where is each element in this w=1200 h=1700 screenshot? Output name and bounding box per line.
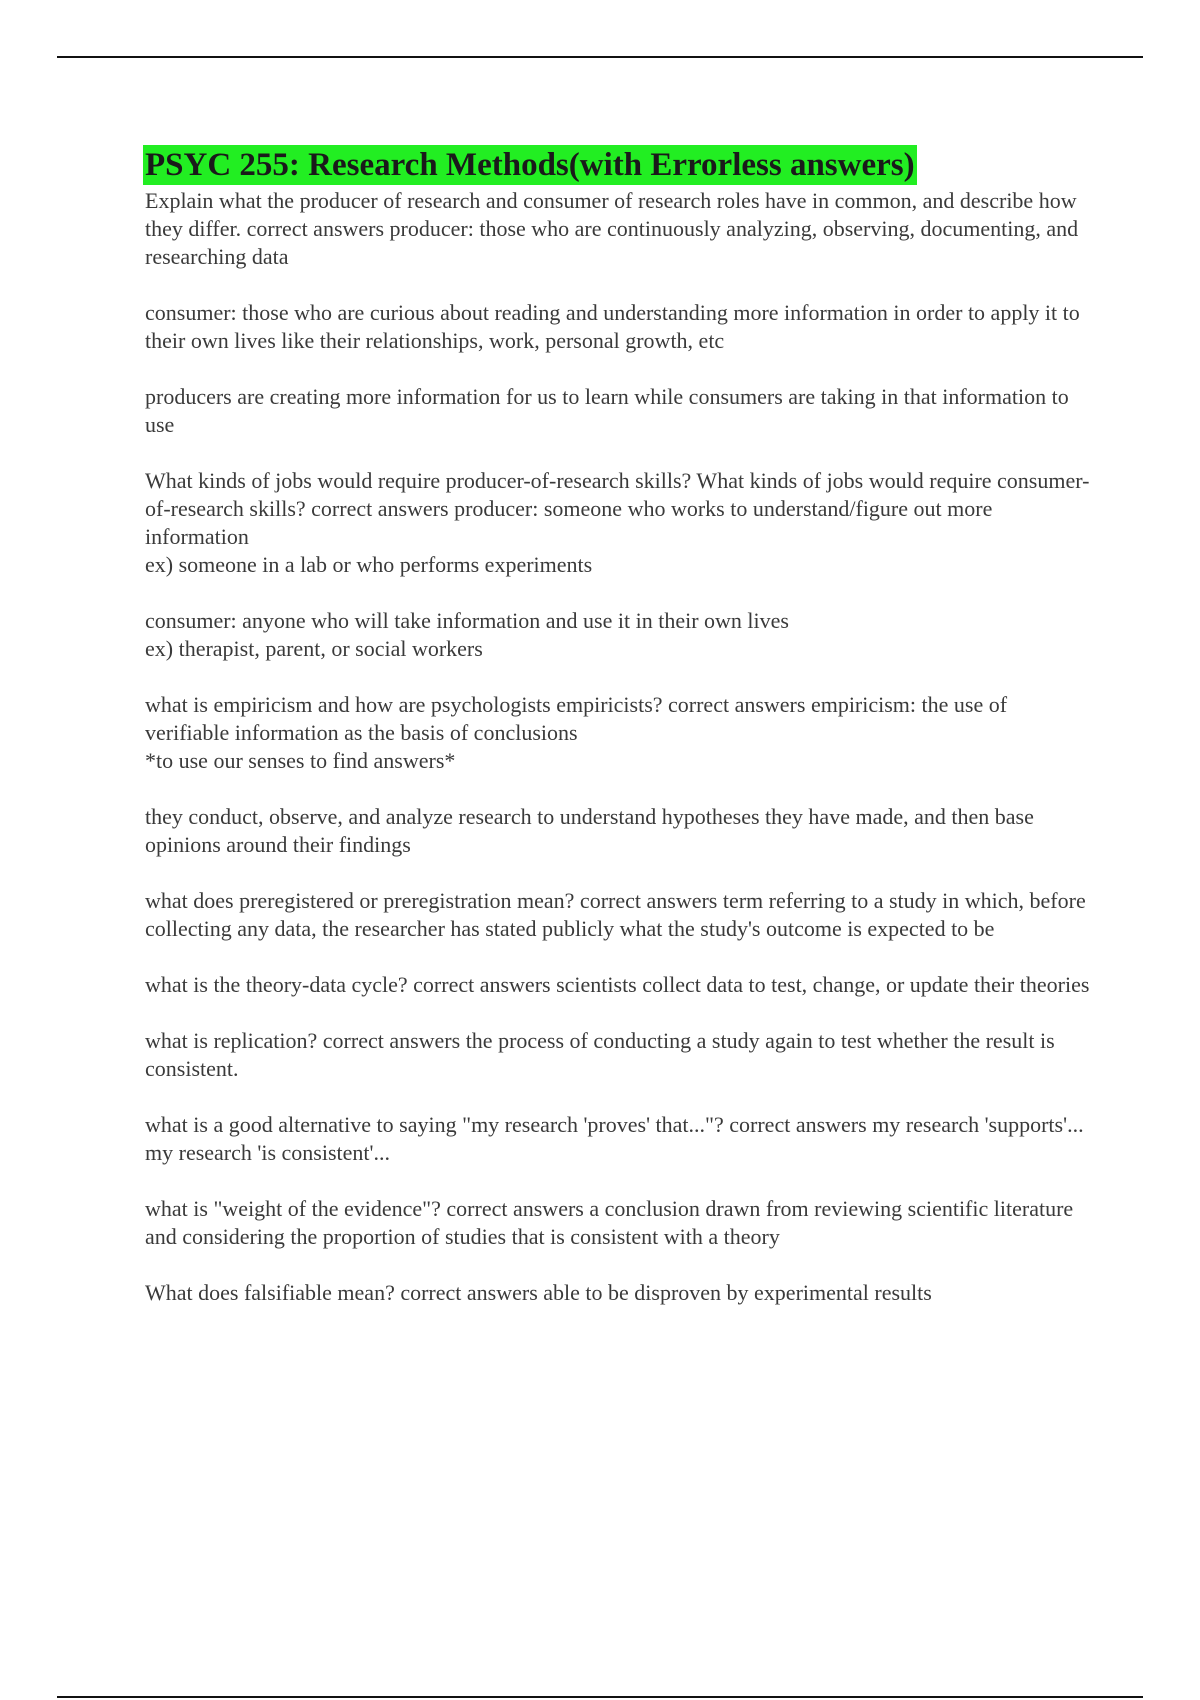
document-title: PSYC 255: Research Methods(with Errorless answers)	[145, 147, 915, 183]
paragraph-weight-of-evidence: what is "weight of the evidence"? correct answers a conclusion drawn from reviewing scientific literature and considering the proportion of studies that is consistent with a theory	[145, 1196, 1074, 1249]
paragraph-consumer-definition: consumer: those who are curious about reading and understanding more information in order to apply it to their own lives like their relationships, work, personal growth, etc	[145, 300, 1080, 353]
paragraph-empiricism: what is empiricism and how are psychologists empiricists? correct answers empiricism: the use of verifiable information as the basis of conclusions *to use our senses to find answers*	[145, 692, 1008, 773]
paragraph-consumer-jobs: consumer: anyone who will take information and use it in their own lives ex) therapist, parent, or social workers	[145, 608, 789, 661]
paragraph-falsifiable: What does falsifiable mean? correct answers able to be disproven by experimental results	[145, 1280, 932, 1305]
paragraph-replication: what is replication? correct answers the process of conducting a study again to test whether the result is consistent.	[145, 1028, 1055, 1081]
top-rule	[57, 56, 1143, 58]
paragraph-empiricists: they conduct, observe, and analyze research to understand hypotheses they have made, and then base opinions around their findings	[145, 804, 1034, 857]
paragraph-proves-alternative: what is a good alternative to saying "my research 'proves' that..."? correct answers my research 'supports'... my research 'is consistent'...	[145, 1112, 1084, 1165]
paragraph-producer-consumer: Explain what the producer of research and consumer of research roles have in common, and describe how they differ. correct answers producer: those who are continuously analyzing, observing, documenting, and researching data	[145, 188, 1079, 269]
paragraph-preregistration: what does preregistered or preregistration mean? correct answers term referring to a study in which, before collecting any data, the researcher has stated publicly what the study's outcome is expected to be	[145, 888, 1086, 941]
paragraph-producers-vs-consumers: producers are creating more information for us to learn while consumers are taking in that information to use	[145, 384, 1069, 437]
paragraph-theory-data-cycle: what is the theory-data cycle? correct answers scientists collect data to test, change, or update their theories	[145, 972, 1090, 997]
paragraph-jobs: What kinds of jobs would require producer-of-research skills? What kinds of jobs would require consumer-of-research skills? correct answers producer: someone who works to understand/figure out more information ex) someone in a lab or who performs experiments	[145, 468, 1090, 577]
bottom-rule	[57, 1696, 1143, 1698]
document-body	[145, 145, 1095, 1307]
